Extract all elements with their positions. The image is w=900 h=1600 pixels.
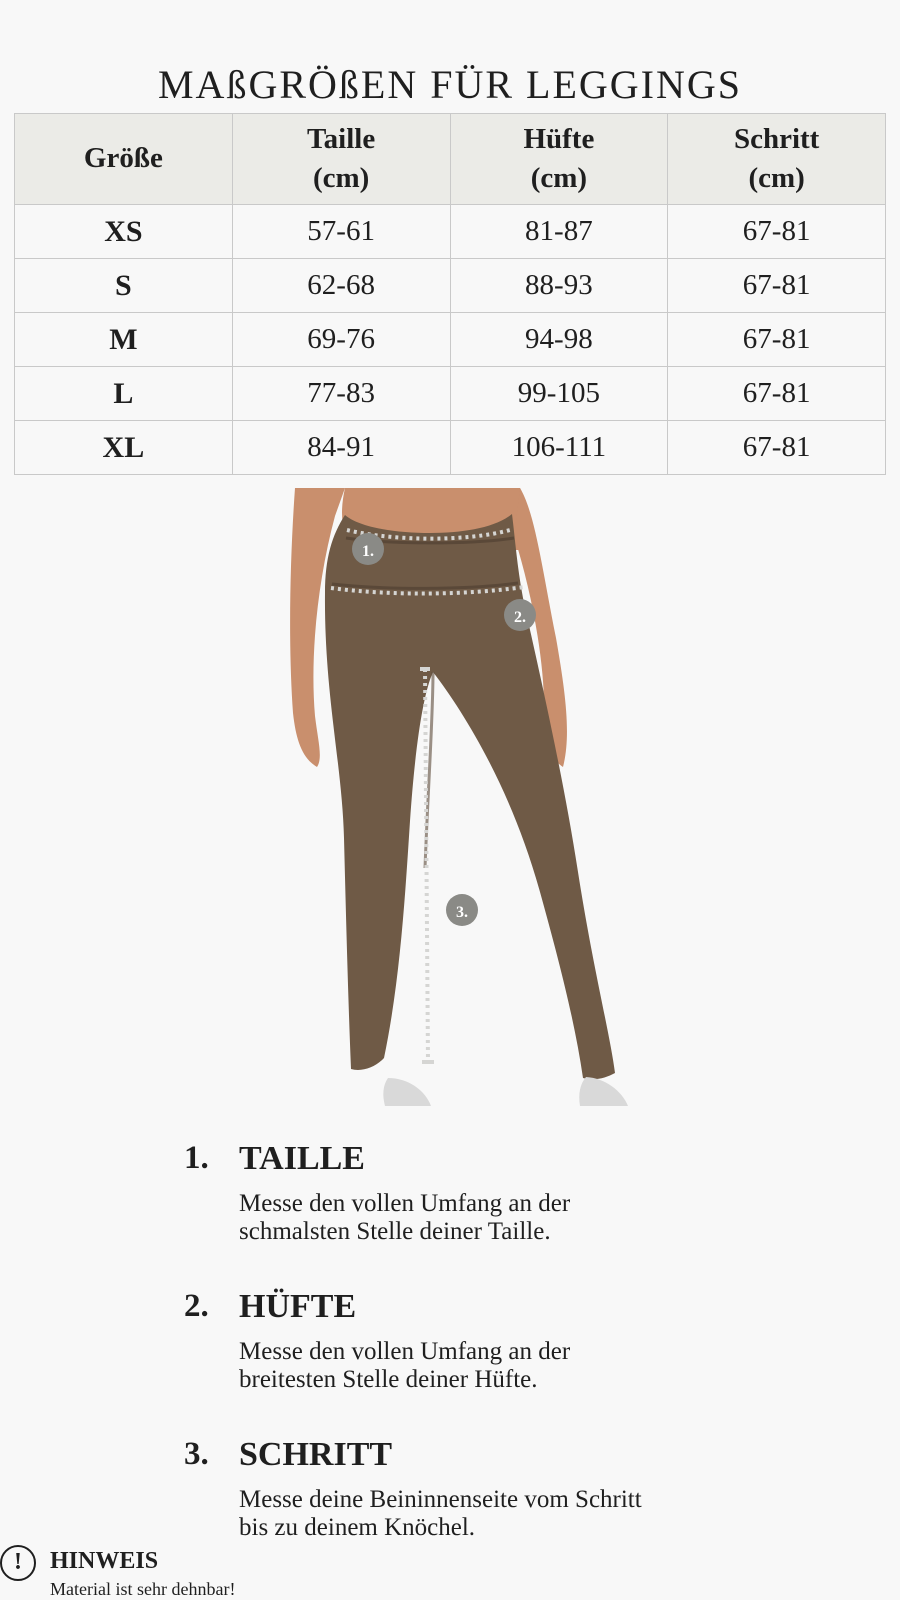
instruction-number: 3.	[184, 1436, 209, 1472]
marker-two-badge	[504, 599, 536, 631]
header-size: Größe	[15, 114, 233, 205]
instruction-text: Messe den vollen Umfang an der breitesten Stelle deiner Hüfte.	[239, 1338, 571, 1393]
header-hip: Hüfte (cm)	[450, 114, 668, 205]
instruction-text: Messe deine Beininnenseite vom Schritt bis zu deinem Knöchel.	[239, 1486, 642, 1541]
table-cell-size: L	[15, 367, 233, 421]
table-cell-size: XS	[15, 205, 233, 259]
instruction-title: TAILLE	[239, 1140, 365, 1177]
instruction-waist	[184, 1142, 804, 1290]
table-cell-hip: 106-111	[450, 421, 668, 475]
table-row	[15, 259, 886, 313]
marker-one-badge	[352, 533, 384, 565]
table-cell-hip: 81-87	[450, 205, 668, 259]
table-row	[15, 367, 886, 421]
header-waist: Taille (cm)	[232, 114, 450, 205]
leggings-measurement-figure	[290, 488, 650, 1133]
table-row	[15, 313, 886, 367]
table-cell-inseam: 67-81	[668, 313, 886, 367]
table-row	[15, 421, 886, 475]
marker-one-label: 1.	[362, 543, 374, 560]
size-table	[14, 113, 886, 475]
page-title: MAßGRÖßEN FÜR LEGGINGS	[157, 61, 743, 107]
table-row	[15, 205, 886, 259]
table-cell-inseam: 67-81	[668, 421, 886, 475]
table-cell-hip: 88-93	[450, 259, 668, 313]
table-cell-size: XL	[15, 421, 233, 475]
instruction-title: HÜFTE	[239, 1288, 357, 1325]
instruction-hip	[184, 1290, 804, 1438]
exclamation-icon: !	[0, 1545, 36, 1581]
table-cell-size: M	[15, 313, 233, 367]
measurement-instructions	[184, 1142, 804, 1586]
table-cell-waist: 69-76	[232, 313, 450, 367]
table-header-row	[15, 114, 886, 205]
note-title: HINWEIS	[50, 1548, 159, 1574]
fabric-note	[0, 1545, 320, 1600]
note-text: Material ist sehr dehnbar!	[50, 1579, 236, 1599]
table-cell-waist: 57-61	[232, 205, 450, 259]
table-cell-waist: 77-83	[232, 367, 450, 421]
table-cell-inseam: 67-81	[668, 367, 886, 421]
table-cell-inseam: 67-81	[668, 259, 886, 313]
instruction-number: 1.	[184, 1140, 209, 1176]
marker-three-badge	[446, 894, 478, 926]
header-inseam: Schritt (cm)	[668, 114, 886, 205]
leggings-model-illustration	[290, 488, 650, 1133]
table-cell-waist: 62-68	[232, 259, 450, 313]
table-cell-size: S	[15, 259, 233, 313]
table-cell-inseam: 67-81	[668, 205, 886, 259]
table-cell-waist: 84-91	[232, 421, 450, 475]
instruction-number: 2.	[184, 1288, 209, 1324]
inseam-measurement-line	[425, 669, 428, 1062]
marker-three-label: 3.	[456, 904, 468, 921]
marker-two-label: 2.	[514, 609, 526, 626]
instruction-title: SCHRITT	[239, 1436, 393, 1473]
table-cell-hip: 94-98	[450, 313, 668, 367]
table-cell-hip: 99-105	[450, 367, 668, 421]
instruction-text: Messe den vollen Umfang an der schmalsten Stelle deiner Taille.	[239, 1190, 571, 1245]
